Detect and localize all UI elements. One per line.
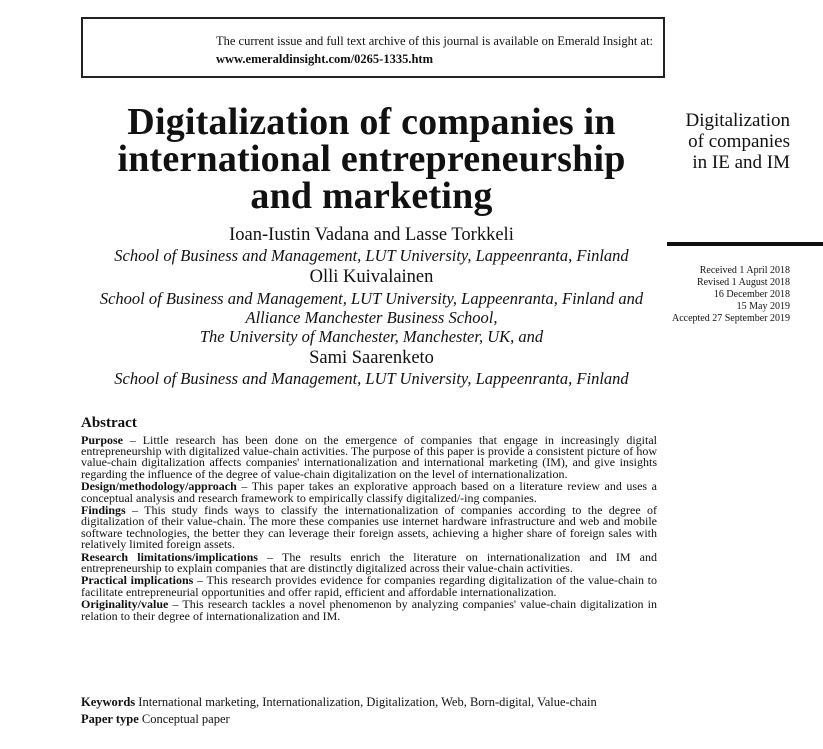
revised-date: 16 December 2018 (713, 289, 790, 300)
section-text: – Little research has been done on the emergence of companies that engage in increasingly digital entrepreneurship with digitalized value-chain activities. The purpose of this paper is provide a consistent picture of how value-chain digitalization affects companies' internationalization and international marketing (IM), and give insights regarding the influence of the degree of value-chain digitalization on the level of internationalization. (81, 433, 657, 481)
running-title-line: in IE and IM (692, 152, 790, 173)
paper-type (81, 712, 681, 727)
revised-date: 15 May 2019 (736, 301, 790, 312)
paper-title-line: and marketing (250, 175, 493, 217)
keywords-label: Keywords (81, 695, 136, 709)
abstract-heading: Abstract (81, 415, 137, 431)
section-label: Research limitations/implications (81, 549, 258, 564)
section-label: Practical implications (81, 573, 194, 588)
section-text: – This paper takes an explorative approach based on a literature review and uses a conceptual analysis and research framework to empirically classify digitalized/-ing companies. (81, 479, 657, 505)
abstract-purpose (81, 435, 657, 480)
section-label: Originality/value (81, 597, 169, 612)
paper-title-line: international entrepreneurship (117, 138, 626, 180)
author-affiliation: School of Business and Management, LUT University, Lappeenranta, Finland (114, 369, 629, 388)
author-line: Olli Kuivalainen (309, 267, 434, 287)
section-label: Design/methodology/approach (81, 479, 237, 494)
section-text: – This research provides evidence for companies regarding digitalization of the value-chain to facilitate entrepreneurial opportunities and offer rapid, efficient and affordable internationalization. (81, 573, 657, 599)
article-history (655, 265, 790, 325)
abstract-originality (81, 599, 657, 621)
author-affiliation: The University of Manchester, Manchester, UK, and (199, 327, 544, 346)
paper-type-label: Paper type (81, 712, 139, 726)
accepted-date: Accepted 27 September 2019 (671, 313, 790, 324)
journal-url: www.emeraldinsight.com/0265-1335.htm (216, 52, 433, 66)
author-line: Ioan-Iustin Vadana and Lasse Torkkeli (229, 225, 514, 245)
revised-date: Revised 1 August 2018 (696, 277, 790, 288)
section-label: Findings (81, 503, 126, 518)
section-text: – The results enrich the literature on internationalization and IM and entrepreneurship to explain companies that are distinctly digitalized across their value-chain activities. (81, 549, 657, 575)
section-label: Purpose (81, 433, 123, 447)
author-affiliation: School of Business and Management, LUT University, Lappeenranta, Finland (114, 246, 629, 265)
running-title-line: of companies (688, 131, 790, 152)
author-line: Sami Saarenketo (309, 348, 434, 368)
abstract-body (81, 435, 657, 623)
author-affiliation: Alliance Manchester Business School, (245, 308, 498, 327)
section-text: – This study finds ways to classify the internationalization of companies according to the degree of digitalization of their value-chain. The more these companies use internet hardware infrastructure and web and mobile software technologies, the better they can leverage their foreign assets, achieving a higher share of foreign sales with relatively limited foreign assets. (81, 503, 657, 551)
notice-text: The current issue and full text archive of this journal is available on Emerald Insight at: (216, 34, 654, 48)
abstract-design (81, 481, 657, 503)
abstract-practical (81, 575, 657, 597)
abstract-findings (81, 505, 657, 550)
author-affiliation: School of Business and Management, LUT University, Lappeenranta, Finland and (99, 289, 644, 308)
paper-title (84, 101, 659, 217)
keywords-text: International marketing, Internationalization, Digitalization, Web, Born-digital, Value-chain (135, 695, 597, 709)
abstract-limitations (81, 549, 657, 575)
side-divider (667, 242, 823, 246)
received-date: Received 1 April 2018 (699, 265, 790, 276)
journal-notice-box (81, 17, 665, 78)
paper-title-line: Digitalization of companies in (127, 101, 616, 143)
running-title-line: Digitalization (685, 110, 790, 131)
keywords (81, 695, 681, 710)
running-title (672, 110, 790, 173)
section-text: – This research tackles a novel phenomenon by analyzing companies' value-chain digitalization in relation to their degree of internationalization and IM. (81, 597, 657, 623)
paper-type-text: Conceptual paper (138, 712, 230, 726)
